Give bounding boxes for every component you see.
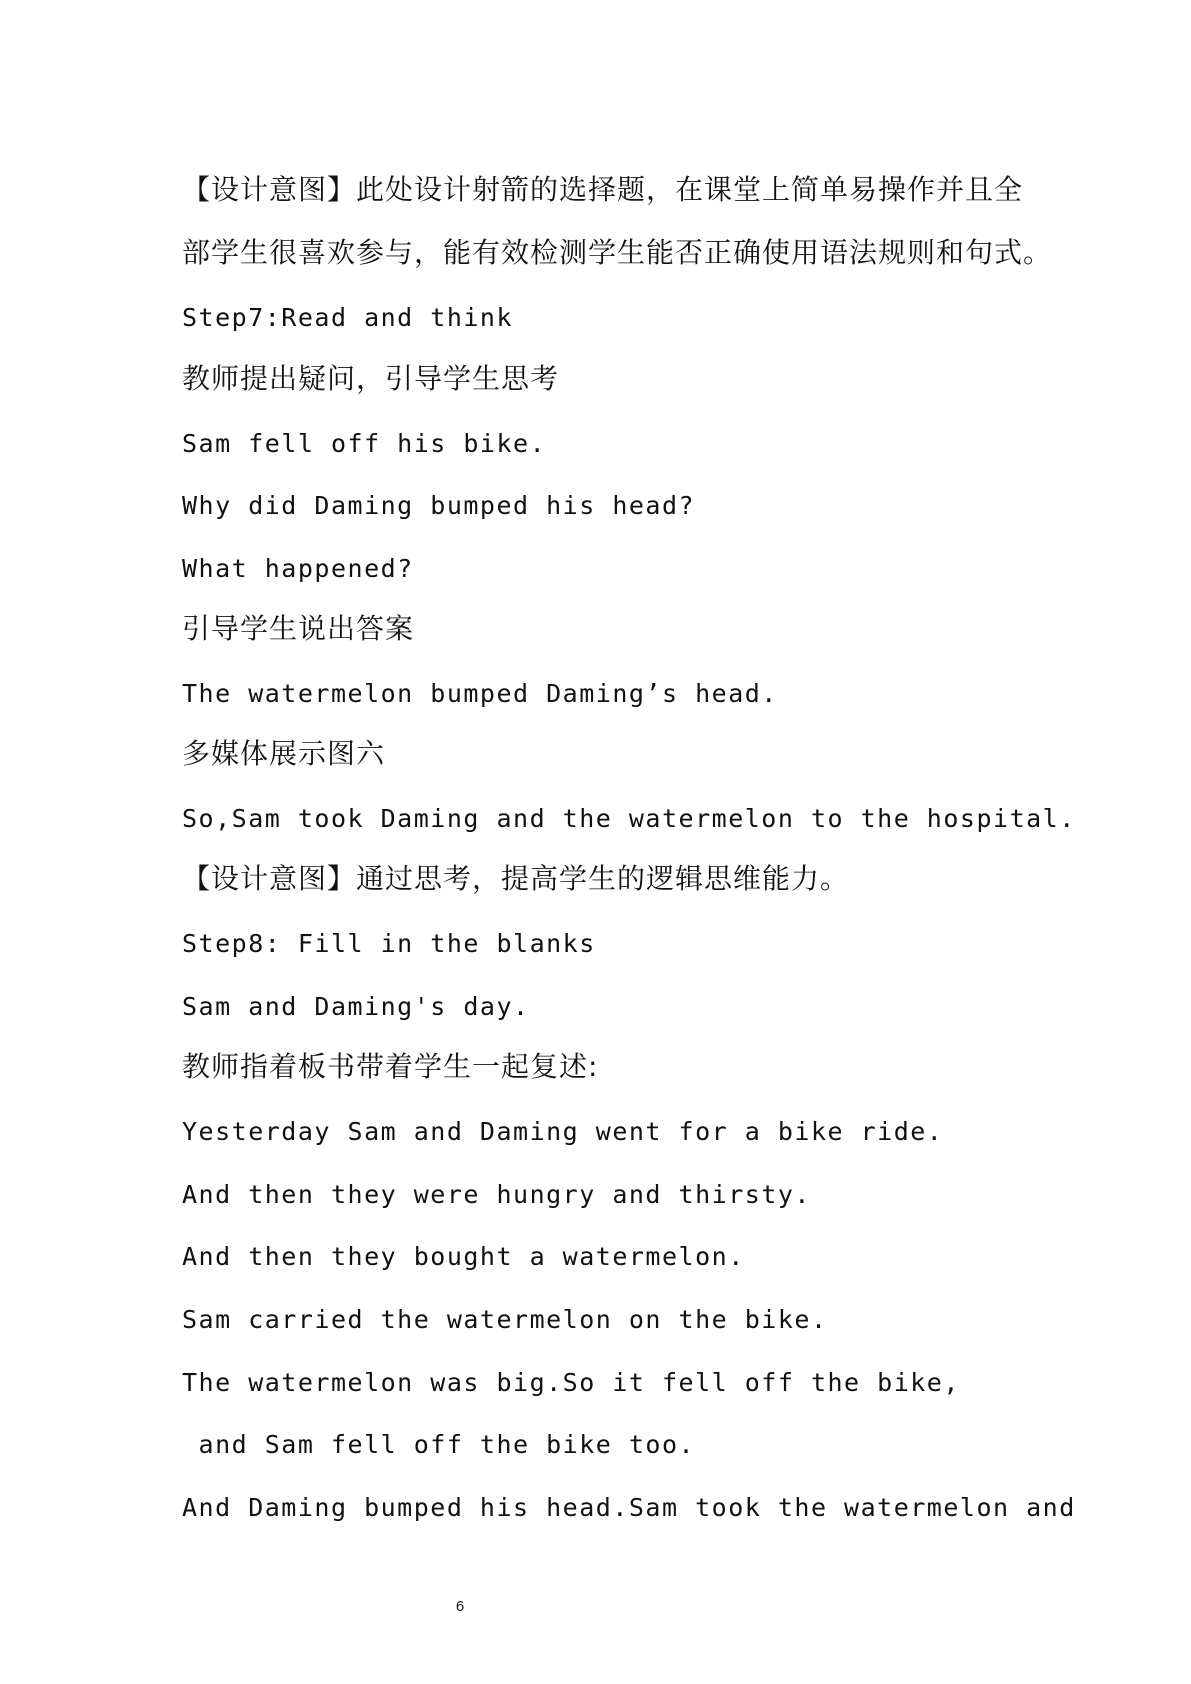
text-line: The watermelon was big.So it fell off the bike, [182, 1368, 960, 1397]
text-line: Sam and Daming's day. [182, 992, 530, 1021]
step8-heading: Step8: Fill in the blanks [182, 929, 596, 958]
text-line: The watermelon bumped Daming’s head. [182, 679, 778, 708]
text-line: Yesterday Sam and Daming went for a bike ride. [182, 1117, 944, 1146]
text-line: and Sam fell off the bike too. [182, 1430, 696, 1459]
design-intent-line: 【设计意图】通过思考，提高学生的逻辑思维能力。 [182, 862, 850, 895]
text-line: And then they were hungry and thirsty. [182, 1180, 811, 1209]
page-number: 6 [455, 1598, 465, 1615]
text-line: Sam carried the watermelon on the bike. [182, 1305, 828, 1334]
step7-heading: Step7:Read and think [182, 303, 514, 332]
design-intent-paragraph-line-2: 部学生很喜欢参与，能有效检测学生能否正确使用语法规则和句式。 [182, 236, 1053, 269]
multimedia-line: 多媒体展示图六 [182, 737, 386, 770]
text-line: Sam fell off his bike. [182, 429, 547, 458]
teacher-retell-line: 教师指着板书带着学生一起复述: [182, 1050, 599, 1083]
text-line: And then they bought a watermelon. [182, 1242, 745, 1271]
teacher-question-line: 教师提出疑问，引导学生思考 [182, 362, 560, 395]
guide-answer-line: 引导学生说出答案 [182, 612, 415, 645]
text-line: So,Sam took Daming and the watermelon to the hospital. [182, 804, 1076, 833]
text-line: Why did Daming bumped his head? [182, 491, 696, 520]
text-line: And Daming bumped his head.Sam took the watermelon and [182, 1493, 1076, 1522]
design-intent-paragraph-line-1: 【设计意图】此处设计射箭的选择题，在课堂上简单易操作并且全 [182, 173, 1024, 206]
text-line: What happened? [182, 554, 414, 583]
